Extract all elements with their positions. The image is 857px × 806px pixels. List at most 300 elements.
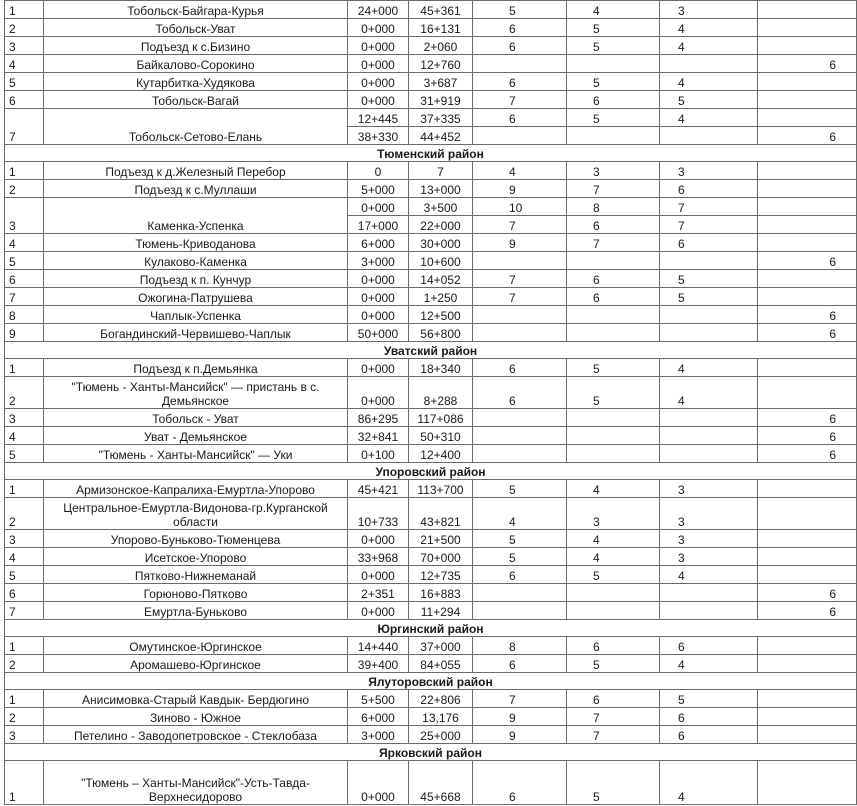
km-end-cell: 13+000	[409, 180, 473, 198]
table-row	[5, 55, 857, 73]
value-cell-1: 9	[473, 180, 567, 198]
row-number: 3	[5, 37, 44, 55]
value-cell-3	[660, 584, 758, 602]
value-cell-3: 6	[660, 708, 758, 726]
road-name: "Тюмень - Ханты-Мансийск" — пристань в с. Демьянское	[44, 377, 348, 409]
road-name: Горюново-Пятково	[44, 584, 348, 602]
row-number: 1	[5, 480, 44, 498]
value-cell-3: 4	[660, 377, 758, 409]
road-name: Кутарбитка-Худякова	[44, 73, 348, 91]
value-cell-2: 6	[567, 637, 660, 655]
value-cell-4	[758, 162, 857, 180]
table-row	[5, 584, 857, 602]
table-row	[5, 445, 857, 463]
table-row	[5, 655, 857, 673]
km-start-cell: 0	[348, 162, 409, 180]
road-name: Ожогина-Патрушева	[44, 288, 348, 306]
row-number: 6	[5, 270, 44, 288]
value-cell-3: 4	[660, 566, 758, 584]
road-name: Омутинское-Юргинское	[44, 637, 348, 655]
value-cell-3	[660, 324, 758, 342]
km-start-cell: 5+500	[348, 690, 409, 708]
road-name: Тобольск-Уват	[44, 19, 348, 37]
value-cell-3: 4	[660, 655, 758, 673]
road-name: Пятково-Нижнеманай	[44, 566, 348, 584]
value-cell-3: 5	[660, 270, 758, 288]
row-number: 8	[5, 306, 44, 324]
km-start-cell: 0+000	[348, 602, 409, 620]
road-name: Чаплык-Успенка	[44, 306, 348, 324]
km-start-cell: 0+000	[348, 270, 409, 288]
km-start-cell: 3+000	[348, 252, 409, 270]
row-number: 4	[5, 55, 44, 73]
km-start-cell: 10+733	[348, 498, 409, 530]
table-row	[5, 602, 857, 620]
km-start-cell: 0+000	[348, 198, 409, 216]
km-start-cell: 0+000	[348, 19, 409, 37]
km-end-cell: 70+000	[409, 548, 473, 566]
value-cell-1: 5	[473, 480, 567, 498]
row-number: 3	[5, 726, 44, 744]
value-cell-2: 7	[567, 726, 660, 744]
row-number: 2	[5, 708, 44, 726]
row-number: 1	[5, 1, 44, 19]
road-name: Аромашево-Юргинское	[44, 655, 348, 673]
value-cell-4: 6	[758, 324, 857, 342]
km-start-cell: 0+000	[348, 55, 409, 73]
section-row	[5, 463, 857, 480]
value-cell-4	[758, 216, 857, 234]
value-cell-1: 8	[473, 637, 567, 655]
value-cell-4	[758, 548, 857, 566]
table-row	[5, 427, 857, 445]
row-number: 6	[5, 584, 44, 602]
value-cell-1: 7	[473, 216, 567, 234]
value-cell-2: 5	[567, 19, 660, 37]
value-cell-4	[758, 270, 857, 288]
table-row	[5, 1, 857, 19]
km-end-cell: 13,176	[409, 708, 473, 726]
table-row	[5, 377, 857, 409]
road-name: Исетское-Упорово	[44, 548, 348, 566]
km-start-cell: 0+000	[348, 377, 409, 409]
value-cell-4	[758, 377, 857, 409]
value-cell-4: 6	[758, 445, 857, 463]
table-row	[5, 530, 857, 548]
row-number: 5	[5, 252, 44, 270]
table-body	[5, 1, 857, 805]
km-start-cell: 3+000	[348, 726, 409, 744]
km-end-cell: 14+052	[409, 270, 473, 288]
value-cell-2	[567, 127, 660, 145]
value-cell-4	[758, 708, 857, 726]
road-name: Тобольск-Сетово-Елань	[44, 109, 348, 145]
km-start-cell: 39+400	[348, 655, 409, 673]
value-cell-2	[567, 584, 660, 602]
value-cell-3	[660, 252, 758, 270]
km-end-cell: 21+500	[409, 530, 473, 548]
value-cell-1: 5	[473, 530, 567, 548]
value-cell-4	[758, 637, 857, 655]
km-start-cell: 0+100	[348, 445, 409, 463]
value-cell-1: 7	[473, 288, 567, 306]
road-name: Уват - Демьянское	[44, 427, 348, 445]
value-cell-4	[758, 498, 857, 530]
km-start-cell: 0+000	[348, 91, 409, 109]
value-cell-3	[660, 602, 758, 620]
km-end-cell: 16+883	[409, 584, 473, 602]
value-cell-2: 6	[567, 690, 660, 708]
value-cell-1	[473, 584, 567, 602]
km-start-cell: 0+000	[348, 73, 409, 91]
km-start-cell: 0+000	[348, 530, 409, 548]
value-cell-2: 5	[567, 761, 660, 805]
value-cell-4	[758, 91, 857, 109]
value-cell-2: 5	[567, 359, 660, 377]
road-name: Тобольск-Байгара-Курья	[44, 1, 348, 19]
km-start-cell: 0+000	[348, 566, 409, 584]
table-row	[5, 359, 857, 377]
value-cell-4	[758, 655, 857, 673]
km-start-cell: 38+330	[348, 127, 409, 145]
road-name: Подъезд к п.Демьянка	[44, 359, 348, 377]
road-name: Байкалово-Сорокино	[44, 55, 348, 73]
km-end-cell: 2+060	[409, 37, 473, 55]
section-title: Ялуторовский район	[5, 673, 857, 690]
km-end-cell: 113+700	[409, 480, 473, 498]
value-cell-4	[758, 566, 857, 584]
value-cell-1	[473, 427, 567, 445]
value-cell-2: 6	[567, 91, 660, 109]
km-end-cell: 12+735	[409, 566, 473, 584]
value-cell-4	[758, 288, 857, 306]
value-cell-2	[567, 427, 660, 445]
km-start-cell: 50+000	[348, 324, 409, 342]
value-cell-1: 7	[473, 91, 567, 109]
km-start-cell: 24+000	[348, 1, 409, 19]
km-start-cell: 33+968	[348, 548, 409, 566]
road-name: Подъезд к п. Кунчур	[44, 270, 348, 288]
roads-table	[4, 0, 857, 805]
value-cell-3	[660, 427, 758, 445]
value-cell-3: 3	[660, 1, 758, 19]
value-cell-2	[567, 409, 660, 427]
value-cell-2: 4	[567, 480, 660, 498]
km-end-cell: 45+361	[409, 1, 473, 19]
km-end-cell: 45+668	[409, 761, 473, 805]
value-cell-4: 6	[758, 306, 857, 324]
value-cell-2	[567, 252, 660, 270]
km-end-cell: 11+294	[409, 602, 473, 620]
value-cell-2: 5	[567, 655, 660, 673]
value-cell-3: 4	[660, 761, 758, 805]
value-cell-2: 4	[567, 1, 660, 19]
km-end-cell: 12+500	[409, 306, 473, 324]
table-row	[5, 19, 857, 37]
value-cell-1: 6	[473, 109, 567, 127]
value-cell-3: 3	[660, 498, 758, 530]
value-cell-1: 5	[473, 1, 567, 19]
km-start-cell: 0+000	[348, 359, 409, 377]
table-row	[5, 480, 857, 498]
table-row	[5, 708, 857, 726]
km-end-cell: 8+288	[409, 377, 473, 409]
table-row	[5, 288, 857, 306]
value-cell-3: 6	[660, 234, 758, 252]
km-start-cell: 86+295	[348, 409, 409, 427]
value-cell-3: 7	[660, 216, 758, 234]
value-cell-3: 6	[660, 726, 758, 744]
value-cell-1	[473, 252, 567, 270]
road-name: Богандинский-Червишево-Чаплык	[44, 324, 348, 342]
value-cell-3: 3	[660, 480, 758, 498]
row-number: 5	[5, 566, 44, 584]
km-start-cell: 2+351	[348, 584, 409, 602]
table-row	[5, 324, 857, 342]
value-cell-2: 7	[567, 234, 660, 252]
road-name: Кулаково-Каменка	[44, 252, 348, 270]
km-start-cell: 17+000	[348, 216, 409, 234]
km-start-cell: 32+841	[348, 427, 409, 445]
km-start-cell: 6+000	[348, 234, 409, 252]
value-cell-1: 5	[473, 548, 567, 566]
km-end-cell: 22+806	[409, 690, 473, 708]
km-end-cell: 12+760	[409, 55, 473, 73]
km-end-cell: 1+250	[409, 288, 473, 306]
km-start-cell: 45+421	[348, 480, 409, 498]
table-row	[5, 180, 857, 198]
value-cell-2: 5	[567, 109, 660, 127]
table-row	[5, 690, 857, 708]
road-name: "Тюмень – Ханты-Мансийск"-Усть-Тавда-Верхнесидорово	[44, 761, 348, 805]
row-number: 4	[5, 234, 44, 252]
value-cell-4	[758, 761, 857, 805]
section-row	[5, 673, 857, 690]
road-name: Тюмень-Криводанова	[44, 234, 348, 252]
value-cell-1	[473, 602, 567, 620]
value-cell-4	[758, 19, 857, 37]
value-cell-4	[758, 37, 857, 55]
value-cell-4: 6	[758, 55, 857, 73]
value-cell-1: 4	[473, 162, 567, 180]
value-cell-4: 6	[758, 252, 857, 270]
value-cell-2	[567, 55, 660, 73]
km-end-cell: 7	[409, 162, 473, 180]
km-end-cell: 10+600	[409, 252, 473, 270]
value-cell-3: 5	[660, 288, 758, 306]
road-name: Петелино - Заводопетровское - Стеклобаза	[44, 726, 348, 744]
value-cell-4: 6	[758, 409, 857, 427]
row-number: 4	[5, 427, 44, 445]
value-cell-3: 4	[660, 109, 758, 127]
row-number: 2	[5, 180, 44, 198]
value-cell-3: 6	[660, 180, 758, 198]
road-name: Анисимовка-Старый Кавдык- Бердюгино	[44, 690, 348, 708]
value-cell-3: 6	[660, 637, 758, 655]
row-number: 4	[5, 548, 44, 566]
road-name: "Тюмень - Ханты-Мансийск" — Уки	[44, 445, 348, 463]
value-cell-3	[660, 127, 758, 145]
km-end-cell: 18+340	[409, 359, 473, 377]
section-title: Упоровский район	[5, 463, 857, 480]
value-cell-2	[567, 306, 660, 324]
table-row	[5, 252, 857, 270]
value-cell-1: 9	[473, 726, 567, 744]
value-cell-3: 3	[660, 548, 758, 566]
value-cell-2	[567, 324, 660, 342]
value-cell-4: 6	[758, 584, 857, 602]
section-title: Уватский район	[5, 342, 857, 359]
value-cell-3: 4	[660, 73, 758, 91]
km-end-cell: 117+086	[409, 409, 473, 427]
value-cell-4	[758, 109, 857, 127]
row-number: 9	[5, 324, 44, 342]
section-title: Тюменский район	[5, 145, 857, 162]
value-cell-1: 7	[473, 270, 567, 288]
table-row	[5, 37, 857, 55]
row-number: 3	[5, 409, 44, 427]
value-cell-4	[758, 726, 857, 744]
km-start-cell: 6+000	[348, 708, 409, 726]
row-number: 3	[5, 530, 44, 548]
km-end-cell: 30+000	[409, 234, 473, 252]
row-number: 1	[5, 162, 44, 180]
value-cell-1	[473, 324, 567, 342]
km-start-cell: 0+000	[348, 306, 409, 324]
value-cell-1	[473, 127, 567, 145]
road-name: Центральное-Емуртла-Видонова-гр.Курганской области	[44, 498, 348, 530]
row-number: 5	[5, 445, 44, 463]
km-end-cell: 22+000	[409, 216, 473, 234]
value-cell-2: 6	[567, 270, 660, 288]
value-cell-4	[758, 359, 857, 377]
value-cell-2: 3	[567, 498, 660, 530]
row-number: 1	[5, 637, 44, 655]
km-end-cell: 37+335	[409, 109, 473, 127]
value-cell-2: 6	[567, 216, 660, 234]
km-end-cell: 44+452	[409, 127, 473, 145]
road-name: Подъезд к с.Муллаши	[44, 180, 348, 198]
value-cell-1: 6	[473, 37, 567, 55]
value-cell-4: 6	[758, 127, 857, 145]
value-cell-1	[473, 306, 567, 324]
value-cell-3	[660, 409, 758, 427]
value-cell-2: 8	[567, 198, 660, 216]
table-row	[5, 566, 857, 584]
value-cell-3: 3	[660, 530, 758, 548]
road-name: Емуртла-Буньково	[44, 602, 348, 620]
row-number: 1	[5, 690, 44, 708]
road-name: Армизонское-Капралиха-Емуртла-Упорово	[44, 480, 348, 498]
value-cell-1: 6	[473, 566, 567, 584]
value-cell-4: 6	[758, 602, 857, 620]
table-row	[5, 306, 857, 324]
row-number: 7	[5, 109, 44, 145]
value-cell-3	[660, 55, 758, 73]
km-start-cell: 5+000	[348, 180, 409, 198]
km-end-cell: 25+000	[409, 726, 473, 744]
value-cell-1	[473, 55, 567, 73]
km-end-cell: 16+131	[409, 19, 473, 37]
value-cell-4	[758, 198, 857, 216]
km-start-cell: 14+440	[348, 637, 409, 655]
value-cell-4	[758, 480, 857, 498]
value-cell-4	[758, 180, 857, 198]
value-cell-4	[758, 234, 857, 252]
value-cell-1: 6	[473, 359, 567, 377]
value-cell-4	[758, 1, 857, 19]
road-name: Подъезд к д.Железный Перебор	[44, 162, 348, 180]
row-number: 3	[5, 198, 44, 234]
value-cell-1: 4	[473, 498, 567, 530]
value-cell-3: 5	[660, 690, 758, 708]
value-cell-1: 10	[473, 198, 567, 216]
km-start-cell: 0+000	[348, 37, 409, 55]
table-row	[5, 637, 857, 655]
value-cell-3: 5	[660, 91, 758, 109]
km-end-cell: 43+821	[409, 498, 473, 530]
table-row	[5, 548, 857, 566]
value-cell-1: 6	[473, 73, 567, 91]
table-row	[5, 409, 857, 427]
value-cell-2: 5	[567, 377, 660, 409]
value-cell-2	[567, 602, 660, 620]
value-cell-4	[758, 530, 857, 548]
value-cell-2: 4	[567, 530, 660, 548]
row-number: 2	[5, 19, 44, 37]
km-end-cell: 50+310	[409, 427, 473, 445]
section-row	[5, 342, 857, 359]
value-cell-1: 6	[473, 761, 567, 805]
value-cell-4: 6	[758, 427, 857, 445]
row-number: 1	[5, 359, 44, 377]
value-cell-3: 7	[660, 198, 758, 216]
km-start-cell: 12+445	[348, 109, 409, 127]
km-end-cell: 3+687	[409, 73, 473, 91]
section-title: Юргинский район	[5, 620, 857, 637]
km-end-cell: 37+000	[409, 637, 473, 655]
km-start-cell: 0+000	[348, 288, 409, 306]
row-number: 1	[5, 761, 44, 805]
value-cell-1: 9	[473, 234, 567, 252]
row-number: 2	[5, 655, 44, 673]
table-row	[5, 198, 857, 216]
row-number: 2	[5, 498, 44, 530]
value-cell-4	[758, 690, 857, 708]
km-start-cell: 0+000	[348, 761, 409, 805]
value-cell-3: 4	[660, 19, 758, 37]
value-cell-2: 5	[567, 566, 660, 584]
road-name: Подъезд к с.Бизино	[44, 37, 348, 55]
value-cell-3: 3	[660, 162, 758, 180]
value-cell-1	[473, 445, 567, 463]
value-cell-3	[660, 445, 758, 463]
value-cell-1	[473, 409, 567, 427]
km-end-cell: 3+500	[409, 198, 473, 216]
value-cell-2	[567, 445, 660, 463]
value-cell-1: 6	[473, 19, 567, 37]
road-name: Упорово-Буньково-Тюменцева	[44, 530, 348, 548]
row-number: 5	[5, 73, 44, 91]
value-cell-2: 7	[567, 180, 660, 198]
section-title: Ярковский район	[5, 744, 857, 761]
km-end-cell: 84+055	[409, 655, 473, 673]
table-row	[5, 761, 857, 805]
value-cell-1: 9	[473, 708, 567, 726]
value-cell-3: 4	[660, 37, 758, 55]
table-row	[5, 73, 857, 91]
value-cell-4	[758, 73, 857, 91]
